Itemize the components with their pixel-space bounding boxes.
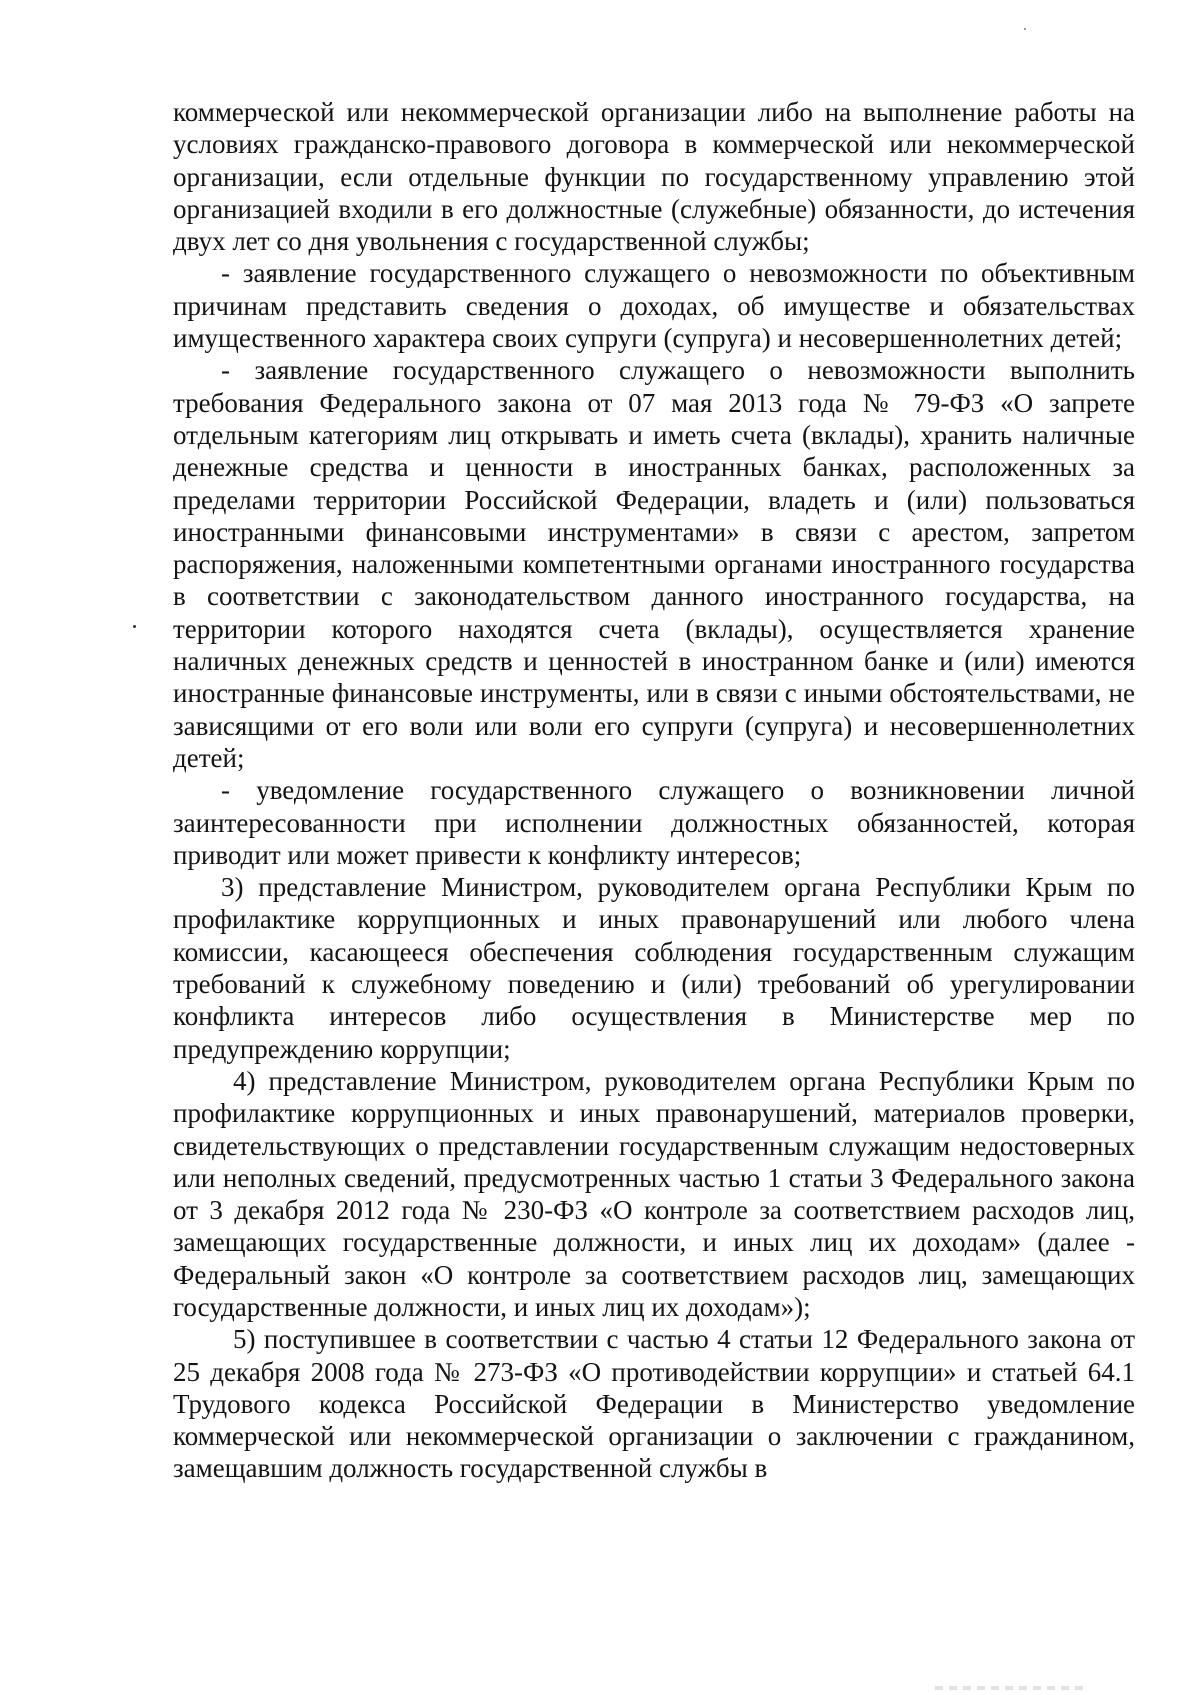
scan-trace-bottom — [935, 1686, 1085, 1690]
paragraph-item-3: 3) представление Министром, руководителем органа Республики Крым по профилактике коррупционных и иных правонарушений или любого члена комиссии, касающееся обеспечения соблюдения государственным служащим требований к служебному поведению и (или) требований об урегулировании конфликта интересов либо осуществления в Министерстве мер по предупреждению коррупции; — [173, 872, 1135, 1064]
paragraph-continuation: коммерческой или некоммерческой организации либо на выполнение работы на условиях гражданско-правового договора в коммерческой или некоммерческой организации, если отдельные функции по государственному управлению этой организацией входили в его должностные (служебные) обязанности, до истечения двух лет со дня увольнения с государственной службы; — [173, 97, 1135, 257]
paragraph-notice-conflict-of-interest: - уведомление государственного служащего о возникновении личной заинтересованности при исполнении должностных обязанностей, которая приводит или может привести к конфликту интересов; — [173, 775, 1135, 870]
paragraph-item-4: 4) представление Министром, руководителем органа Республики Крым по профилактике коррупционных и иных правонарушений, материалов проверки, свидетельствующих о представлении государственным служащим недостоверных или неполных сведений, предусмотренных частью 1 статьи 3 Федерального закона от 3 декабря 2012 года № 230-ФЗ «О контроле за соответствием расходов лиц, замещающих государственные должности, и иных лиц их доходам» (далее - Федеральный закон «О контроле за соответствием расходов лиц, замещающих государственные должности, и иных лиц их доходам»); — [173, 1065, 1135, 1322]
scan-speck-margin — [133, 625, 136, 628]
paragraph-statement-income-info: - заявление государственного служащего о невозможности по объективным причинам представить сведения о доходах, об имуществе и обязательствах имущественного характера своих супруги (супруга) и несовершеннолетних детей; — [173, 258, 1135, 354]
paragraph-item-5: 5) поступившее в соответствии с частью 4 статьи 12 Федерального закона от 25 декабря 2008 года № 273-ФЗ «О противодействии коррупции» и статьей 64.1 Трудового кодекса Российской Федерации в Министерство уведомление коммерческой или некоммерческой организации о заключении с гражданином, замещавшим должность государственной службы в — [173, 1324, 1135, 1484]
paragraph-statement-foreign-accounts: - заявление государственного служащего о невозможности выполнить требования Федерального закона от 07 мая 2013 года № 79-ФЗ «О запрете отдельным категориям лиц открывать и иметь счета (вклады), хранить наличные денежные средства и ценности в иностранных банках, расположенных за пределами территории Российской Федерации, владеть и (или) пользоваться иностранными финансовыми инструментами» в связи с арестом, запретом распоряжения, наложенными компетентными органами иностранного государства в соответствии с законодательством данного иностранного государства, на территории которого находятся счета (вклады), осуществляется хранение наличных денежных средств и ценностей в иностранном банке и (или) имеются иностранные финансовые инструменты, или в связи с иными обстоятельствами, не зависящими от его воли или воли его супруги (супруга) и несовершеннолетних детей; — [173, 355, 1135, 773]
document-body — [173, 96, 1135, 1485]
scan-speck-top — [1024, 28, 1026, 30]
